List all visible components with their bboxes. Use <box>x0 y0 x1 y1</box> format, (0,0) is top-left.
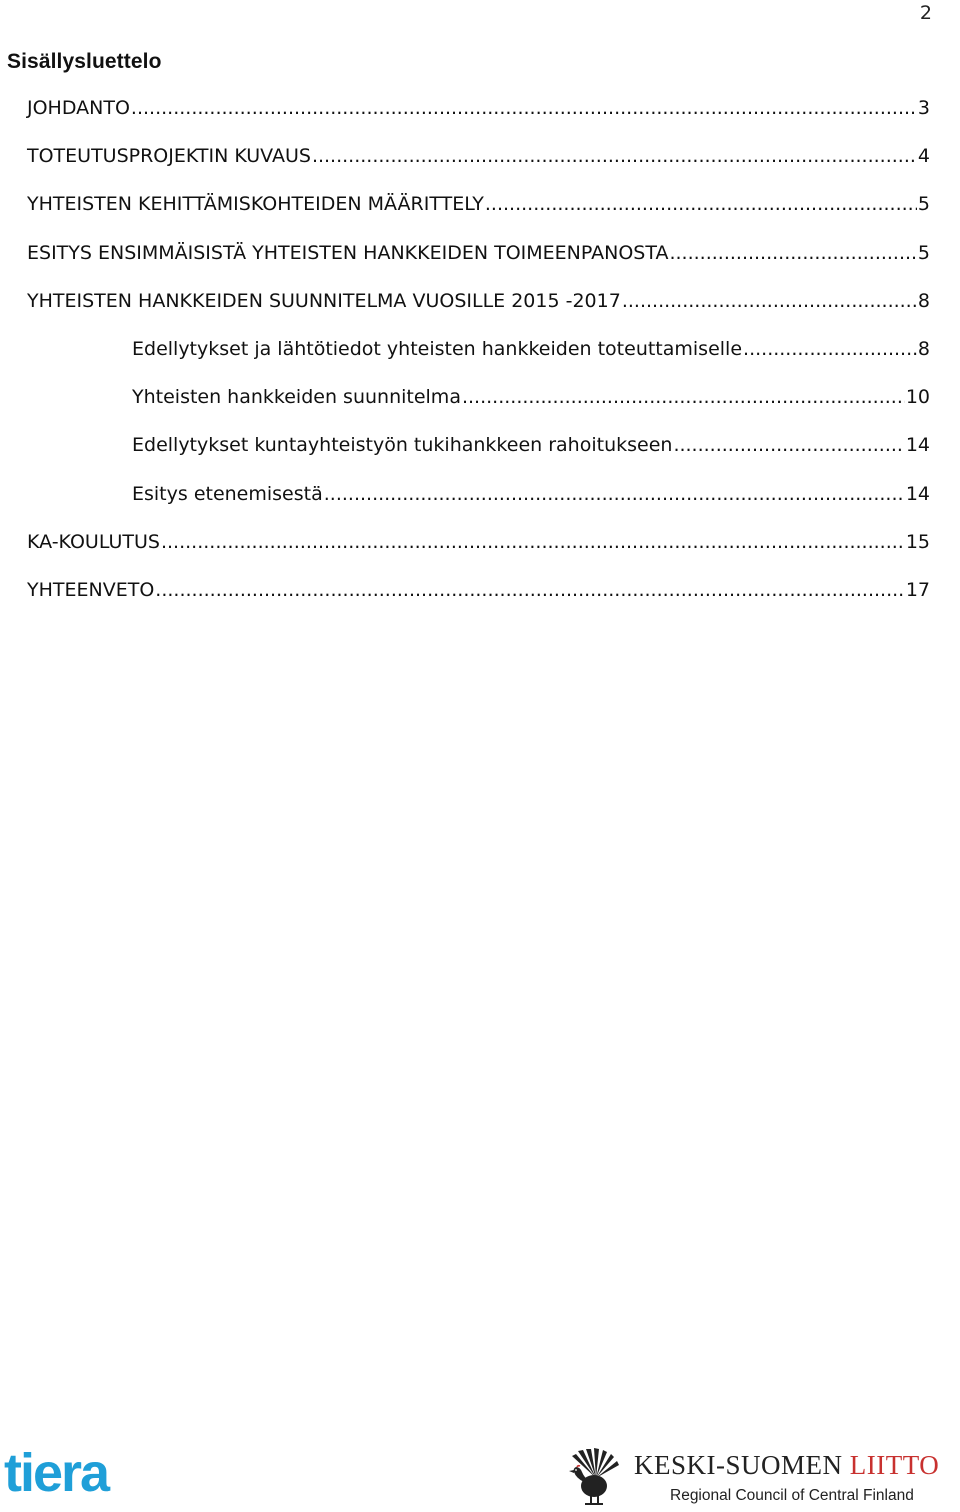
toc-entry-page: 4 <box>917 145 930 168</box>
toc-entry-label: Esitys etenemisestä <box>132 482 323 505</box>
toc-entry[interactable] <box>0 421 960 469</box>
toc-entry-page: 5 <box>917 193 930 216</box>
toc-entry-label: Edellytykset kuntayhteistyön tukihankkeen rahoitukseen <box>132 434 673 457</box>
organization-name-accent: LIITTO <box>849 1450 940 1480</box>
organization-name-main: KESKI-SUOMEN <box>634 1450 843 1480</box>
toc-entry-label: ESITYS ENSIMMÄISISTÄ YHTEISTEN HANKKEIDEN TOIMEENPANOSTA <box>27 241 669 264</box>
organization-tagline: Regional Council of Central Finland <box>670 1487 914 1504</box>
tiera-logo <box>4 1443 109 1503</box>
toc-entry[interactable] <box>0 277 960 325</box>
toc-dot-leader <box>673 434 904 456</box>
toc-entry-label: YHTEISTEN KEHITTÄMISKOHTEIDEN MÄÄRITTELY <box>27 193 484 216</box>
toc-entry[interactable] <box>0 180 960 228</box>
toc-entry-label: YHTEENVETO <box>27 578 155 601</box>
toc-dot-leader <box>131 97 917 119</box>
keski-suomen-liitto-logo <box>566 1446 956 1510</box>
toc-entry-label: YHTEISTEN HANKKEIDEN SUUNNITELMA VUOSILLE 2015 -2017 <box>27 289 621 312</box>
footer <box>0 1442 960 1512</box>
table-of-contents <box>0 84 960 614</box>
toc-entry-label: Yhteisten hankkeiden suunnitelma <box>132 386 461 409</box>
toc-dot-leader <box>669 242 916 264</box>
toc-dot-leader <box>324 483 905 505</box>
toc-entry[interactable] <box>0 470 960 518</box>
page-number: 2 <box>919 2 932 24</box>
toc-entry-page: 14 <box>905 434 930 457</box>
toc-dot-leader <box>485 193 917 215</box>
toc-entry-page: 8 <box>917 338 930 361</box>
toc-entry-label: JOHDANTO <box>27 97 130 120</box>
toc-dot-leader <box>622 290 917 312</box>
toc-entry[interactable] <box>0 373 960 421</box>
toc-entry[interactable] <box>0 132 960 180</box>
toc-entry[interactable] <box>0 229 960 277</box>
toc-dot-leader <box>462 386 905 408</box>
toc-entry-page: 17 <box>905 578 930 601</box>
toc-entry-page: 5 <box>917 241 930 264</box>
toc-entry-label: Edellytykset ja lähtötiedot yhteisten hankkeiden toteuttamiselle <box>132 338 743 361</box>
toc-entry-label: TOTEUTUSPROJEKTIN KUVAUS <box>27 145 311 168</box>
toc-entry[interactable] <box>0 566 960 614</box>
toc-entry-page: 15 <box>905 530 930 553</box>
organization-name <box>634 1450 939 1481</box>
toc-entry[interactable] <box>0 518 960 566</box>
toc-entry[interactable] <box>0 325 960 373</box>
toc-dot-leader <box>312 145 917 167</box>
toc-dot-leader <box>743 338 917 360</box>
toc-dot-leader <box>155 579 905 601</box>
toc-entry-page: 8 <box>917 289 930 312</box>
toc-dot-leader <box>161 531 905 553</box>
toc-title: Sisällysluettelo <box>7 50 162 73</box>
capercaillie-emblem-icon <box>566 1448 626 1508</box>
toc-entry-page: 3 <box>917 97 930 120</box>
toc-entry-page: 10 <box>905 386 930 409</box>
toc-entry-page: 14 <box>905 482 930 505</box>
tiera-logo-text: tiera <box>4 1443 109 1503</box>
toc-entry-label: KA-KOULUTUS <box>27 530 160 553</box>
toc-entry[interactable] <box>0 84 960 132</box>
